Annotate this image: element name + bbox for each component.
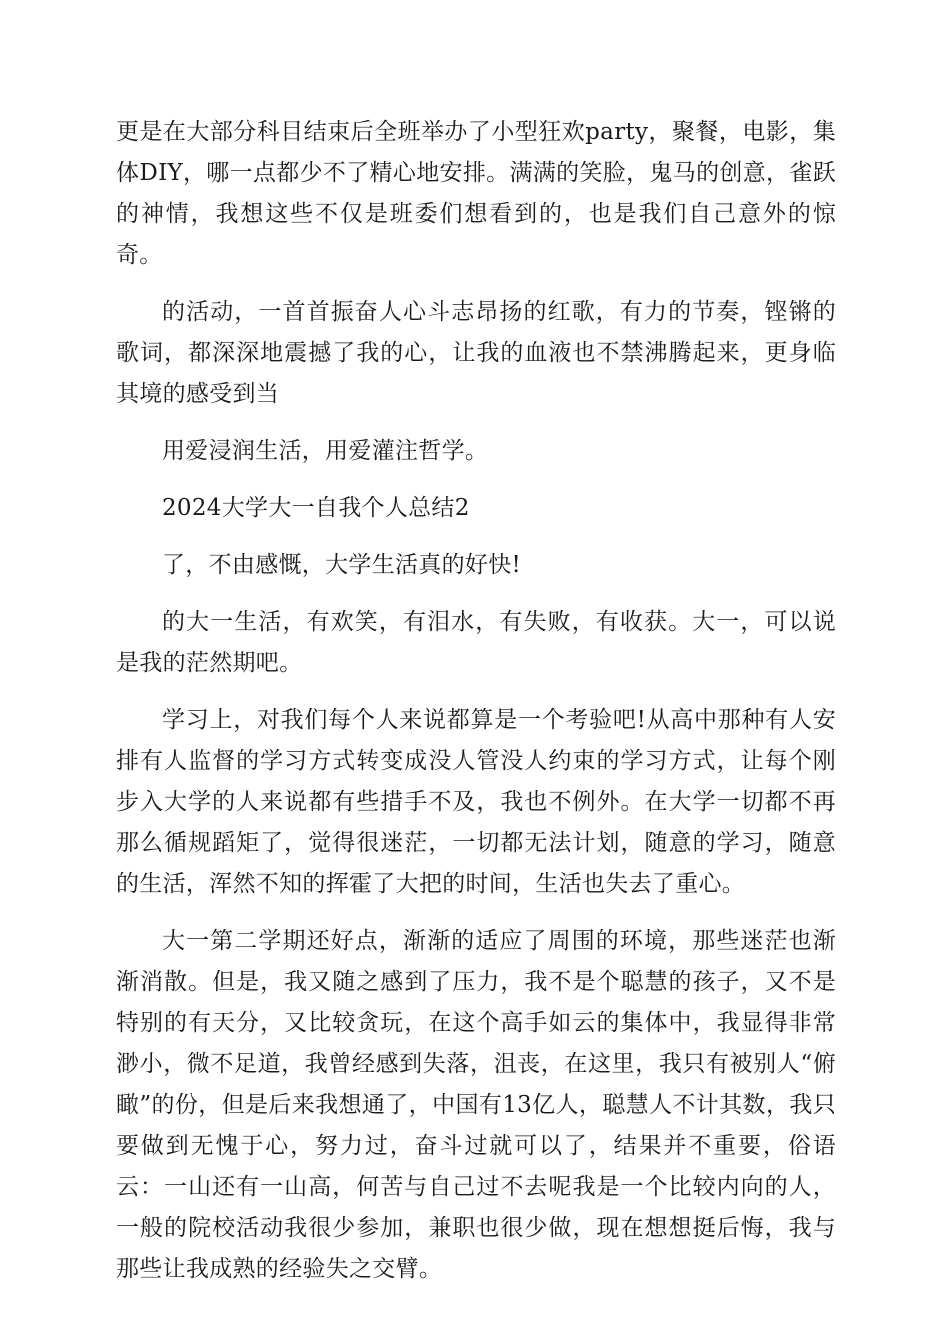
paragraph-4: 了，不由感慨，大学生活真的好快! <box>162 552 522 578</box>
paragraph-6: 学习上，对我们每个人来说都算是一个考验吧!从高中那种有人安排有人监督的学习方式转变成没人管没人约束的学习方式，让每个刚步入大学的人来说都有些措手不及，我也不例外。在大学一切都不再那么循规蹈矩了，觉得很迷茫，一切都无法计划，随意的学习，随意的生活，浑然不知的挥霍了大把的时间，生活也失去了重心。 <box>116 707 836 897</box>
paragraph-3: 用爱浸润生活，用爱灌注哲学。 <box>162 438 489 464</box>
paragraph-2: 的活动，一首首振奋人心斗志昂扬的红歌，有力的节奏，铿锵的歌词，都深深地震撼了我的心，让我的血液也不禁沸腾起来，更身临其境的感受到当 <box>116 299 836 407</box>
section-heading: 2024大学大一自我个人总结2 <box>162 495 470 521</box>
paragraph-5: 的大一生活，有欢笑，有泪水，有失败，有收获。大一，可以说是我的茫然期吧。 <box>116 609 836 676</box>
document-body <box>116 112 836 1306</box>
paragraph-7: 大一第二学期还好点，渐渐的适应了周围的环境，那些迷茫也渐渐消散。但是，我又随之感到了压力，我不是个聪慧的孩子，又不是特别的有天分，又比较贪玩，在这个高手如云的集体中，我显得非常渺小，微不足道，我曾经感到失落，沮丧，在这里，我只有被别人“俯瞰”的份，但是后来我想通了，中国有13亿人，聪慧人不计其数，我只要做到无愧于心，努力过，奋斗过就可以了，结果并不重要，俗语云：一山还有一山高，何苦与自己过不去呢我是一个比较内向的人，一般的院校活动我很少参加，兼职也很少做，现在想想挺后悔，我与那些让我成熟的经验失之交臂。 <box>116 928 836 1282</box>
paragraph-1: 更是在大部分科目结束后全班举办了小型狂欢party，聚餐，电影，集体DIY，哪一点都少不了精心地安排。满满的笑脸，鬼马的创意，雀跃的神情，我想这些不仅是班委们想看到的，也是我们自己意外的惊奇。 <box>116 119 836 268</box>
